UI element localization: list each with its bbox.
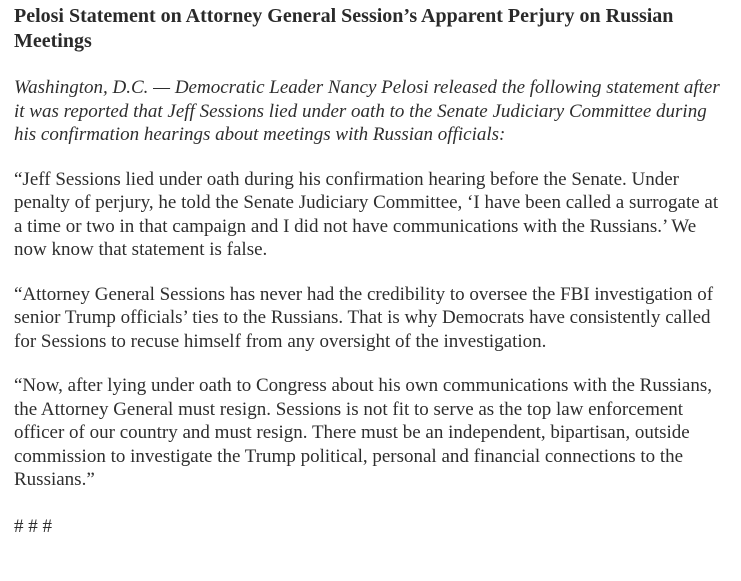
- statement-paragraph-3: “Now, after lying under oath to Congress about his own communications with the Russians, the Attorney General must resign. Sessions is not fit to serve as the top law enforcement officer of our country and must resign. There must be an independent, bipartisan, outside commission to investigate the Trump political, personal and financial connections to the Russians.”: [14, 375, 712, 490]
- end-of-release-mark: # # #: [14, 515, 52, 537]
- statement-paragraph-2: “Attorney General Sessions has never had the credibility to oversee the FBI investigation of senior Trump officials’ ties to the Russians. That is why Democrats have consistently called for Sessions to recuse himself from any oversight of the investigation.: [14, 283, 714, 352]
- statement-title: Pelosi Statement on Attorney General Session’s Apparent Perjury on Russian Meetings: [14, 5, 674, 52]
- statement-paragraph-1: “Jeff Sessions lied under oath during his confirmation hearing before the Senate. Under penalty of perjury, he told the Senate Judiciary Committee, ‘I have been called a surrogate at a time or two in that campaign and I did not have communications with the Russians.’ We now know that statement is false.: [14, 168, 719, 260]
- statement-dateline-intro: Washington, D.C. — Democratic Leader Nancy Pelosi released the following statement after it was reported that Jeff Sessions lied under oath to the Senate Judiciary Committee during his confirmation hearings about meetings with Russian officials:: [14, 77, 720, 145]
